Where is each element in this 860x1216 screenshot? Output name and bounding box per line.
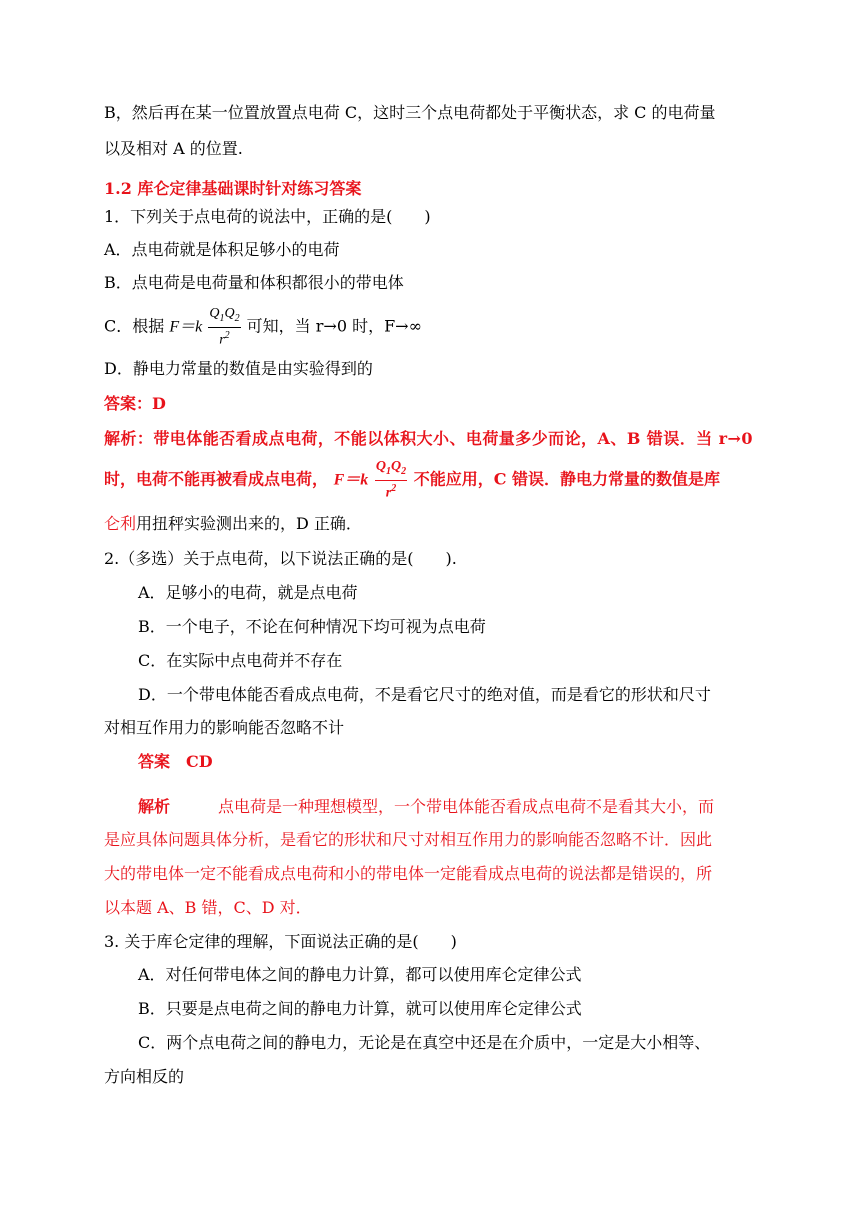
q1-explanation-line-3-red: 仑利 [104, 514, 137, 533]
q1-answer: 答案：D [104, 394, 166, 413]
q1-formula-denominator: $r^2$ [219, 329, 230, 348]
q1-explanation-formula-denominator: $r^2$ [385, 482, 397, 501]
q1-option-d: D．静电力常量的数值是由实验得到的 [104, 359, 373, 378]
q1-option-c-suffix: 可知，当 r→0 时，F→∞ [246, 316, 422, 336]
section-title: 1.2 库仑定律基础课时针对练习答案 [104, 179, 362, 198]
q2-stem: 2.（多选）关于点电荷，以下说法正确的是( ). [104, 549, 457, 568]
q2-option-a: A．足够小的电荷，就是点电荷 [138, 583, 358, 602]
q1-explanation-formula-lhs: F＝k [333, 471, 369, 489]
q1-option-b: B．点电荷是电荷量和体积都很小的带电体 [104, 273, 404, 292]
q1-explanation-formula-numerator: $Q_1Q_2$ [375, 459, 407, 481]
q2-answer: 答案 CD [138, 752, 213, 771]
q1-option-c [104, 306, 422, 348]
q2-explanation-line-4: 以本题 A、B 错，C、D 对． [104, 898, 312, 917]
q1-explanation-formula-fraction [375, 459, 407, 501]
q2-explanation-text-1: 点电荷是一种理想模型，一个带电体能否看成点电荷不是看其大小，而 [218, 797, 715, 816]
q1-stem: 1．下列关于点电荷的说法中，正确的是( ) [104, 207, 431, 226]
q1-formula-fraction [208, 306, 240, 348]
q1-option-a: A．点电荷就是体积足够小的电荷 [104, 240, 340, 259]
q1-explanation-line-3-black: 用扭秤实验测出来的，D 正确． [136, 514, 362, 533]
q1-explanation-prefix: 时，电荷不能再被看成点电荷， [104, 469, 329, 489]
q1-explanation-suffix: 不能应用，C 错误．静电力常量的数值是库 [413, 469, 720, 489]
q2-explanation-line-3: 大的带电体一定不能看成点电荷和小的带电体一定能看成点电荷的说法都是错误的，所 [104, 864, 713, 883]
q2-option-b: B．一个电子，不论在何种情况下均可视为点电荷 [138, 617, 486, 636]
q2-option-d-line-1: D．一个带电体能否看成点电荷，不是看它尺寸的绝对值，而是看它的形状和尺寸 [138, 685, 711, 704]
q1-formula-numerator: $Q_1Q_2$ [208, 306, 240, 328]
q2-explanation-line-1 [138, 797, 714, 817]
q3-option-c-line-1: C．两个点电荷之间的静电力，无论是在真空中还是在介质中，一定是大小相等、 [138, 1033, 711, 1052]
intro-line-1: B，然后再在某一位置放置点电荷 C，这时三个点电荷都处于平衡状态，求 C 的电荷量 [104, 103, 716, 122]
q3-option-c-line-2: 方向相反的 [104, 1067, 185, 1086]
q3-option-a: A．对任何带电体之间的静电力计算，都可以使用库仑定律公式 [138, 965, 582, 984]
q1-option-c-prefix: C．根据 [104, 316, 165, 336]
q1-formula-lhs: F＝k [169, 318, 203, 336]
q1-explanation-line-3 [104, 514, 362, 534]
q2-explanation-label: 解析 [138, 797, 171, 816]
q1-explanation-line-2 [104, 459, 720, 501]
q3-stem: 3. 关于库仑定律的理解，下面说法正确的是( ) [104, 932, 457, 951]
q2-explanation-line-2: 是应具体问题具体分析，是看它的形状和尺寸对相互作用力的影响能否忽略不计．因此 [104, 830, 713, 849]
q2-option-d-line-2: 对相互作用力的影响能否忽略不计 [104, 718, 345, 737]
intro-line-2: 以及相对 A 的位置. [104, 139, 243, 158]
q1-explanation-line-1: 解析：带电体能否看成点电荷，不能以体积大小、电荷量多少而论，A、B 错误．当 r→0 [104, 429, 753, 448]
q3-option-b: B．只要是点电荷之间的静电力计算，就可以使用库仑定律公式 [138, 999, 582, 1018]
q2-option-c: C．在实际中点电荷并不存在 [138, 651, 343, 670]
